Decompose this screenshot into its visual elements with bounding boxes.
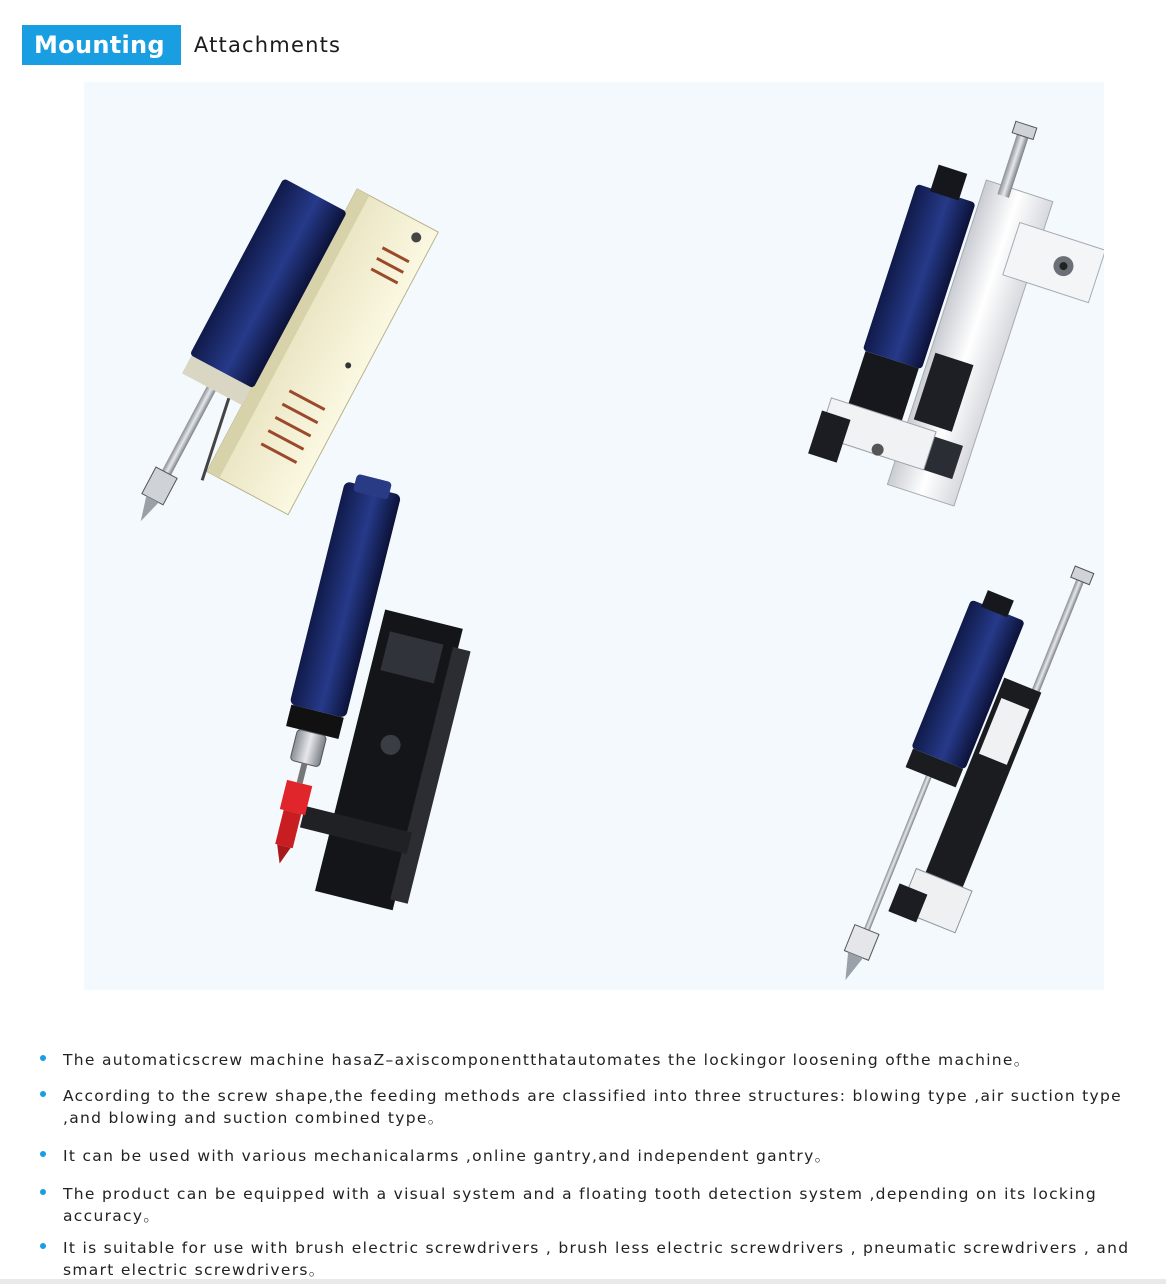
bullet-dot-icon <box>40 1151 46 1157</box>
list-item <box>38 1049 1138 1071</box>
section-badge: Mounting <box>22 25 181 65</box>
list-item-text: The product can be equipped with a visual system and a floating tooth detection system ,depending on its locking accuracy。 <box>63 1185 1098 1225</box>
bullet-dot-icon <box>40 1055 46 1061</box>
list-item-text: It can be used with various mechanicalarms ,online gantry,and independent gantry。 <box>63 1147 832 1165</box>
product-figure <box>84 82 1104 990</box>
list-item <box>38 1085 1138 1129</box>
screwdriver-white-bracket-icon <box>807 92 1104 526</box>
list-item-text: The automaticscrew machine hasaZ–axiscomponentthatautomates the lockingor loosening ofthe machine。 <box>63 1051 1031 1069</box>
feature-list <box>38 1049 1138 1281</box>
list-item <box>38 1237 1138 1281</box>
list-item-text: According to the screw shape,the feeding methods are classified into three structures: blowing type ,air suction type ,and blowing and suction combined type。 <box>63 1087 1123 1127</box>
bullet-dot-icon <box>40 1243 46 1249</box>
section-header <box>22 25 341 65</box>
bullet-dot-icon <box>40 1189 46 1195</box>
screwdriver-slim-rail-icon <box>821 535 1099 990</box>
list-item <box>38 1183 1138 1227</box>
section-title: Attachments <box>193 33 342 57</box>
bullet-dot-icon <box>40 1091 46 1097</box>
list-item-text: It is suitable for use with brush electric screwdrivers , brush less electric screwdrivers , pneumatic screwdrivers , and smart electric screwdrivers。 <box>63 1239 1130 1279</box>
bottom-divider <box>0 1279 1166 1284</box>
list-item <box>38 1145 1138 1167</box>
product-illustrations <box>84 82 1104 990</box>
screwdriver-black-frame-icon <box>247 471 506 913</box>
